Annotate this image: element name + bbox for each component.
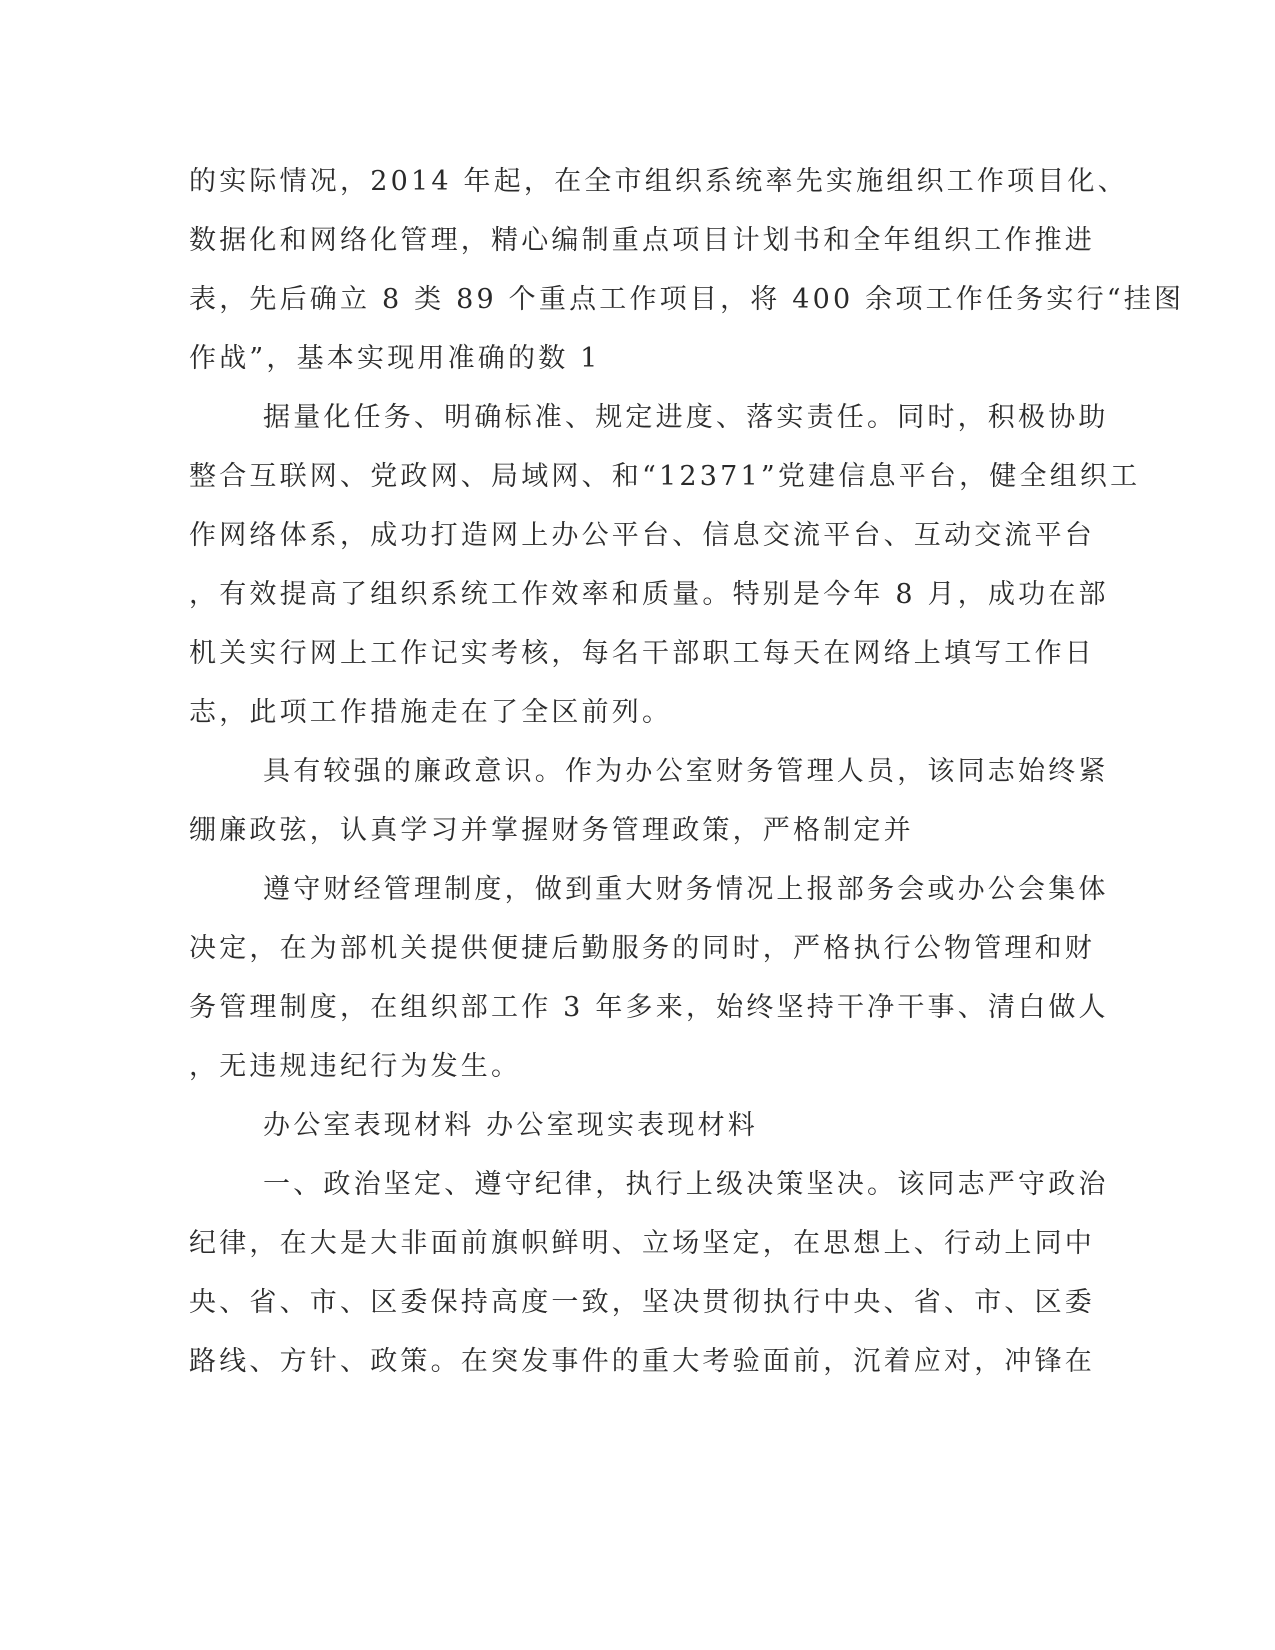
paragraph-line: 决定，在为部机关提供便捷后勤服务的同时，严格执行公物管理和财 bbox=[189, 933, 1095, 964]
paragraph-line: 路线、方针、政策。在突发事件的重大考验面前，沉着应对，冲锋在 bbox=[189, 1346, 1095, 1377]
paragraph-line: 一、政治坚定、遵守纪律，执行上级决策坚决。该同志严守政治 bbox=[263, 1169, 1109, 1200]
paragraph-line: 遵守财经管理制度，做到重大财务情况上报部务会或办公会集体 bbox=[263, 874, 1109, 905]
paragraph-line: 绷廉政弦，认真学习并掌握财务管理政策，严格制定并 bbox=[189, 815, 914, 846]
paragraph-line: ，有效提高了组织系统工作效率和质量。特别是今年 8 月，成功在部 bbox=[189, 579, 1109, 610]
paragraph-line: 机关实行网上工作记实考核，每名干部职工每天在网络上填写工作日 bbox=[189, 638, 1095, 669]
paragraph-line: 的实际情况，2014 年起，在全市组织系统率先实施组织工作项目化、 bbox=[189, 166, 1128, 197]
paragraph-line: 具有较强的廉政意识。作为办公室财务管理人员，该同志始终紧 bbox=[263, 756, 1109, 787]
paragraph-line: 整合互联网、党政网、局域网、和“12371”党建信息平台，健全组织工 bbox=[189, 461, 1141, 492]
paragraph-line: 作网络体系，成功打造网上办公平台、信息交流平台、互动交流平台 bbox=[189, 520, 1095, 551]
paragraph-line: 表，先后确立 8 类 89 个重点工作项目，将 400 余项工作任务实行“挂图 bbox=[189, 284, 1185, 315]
paragraph-line: 志，此项工作措施走在了全区前列。 bbox=[189, 697, 673, 728]
paragraph-line: 纪律，在大是大非面前旗帜鲜明、立场坚定，在思想上、行动上同中 bbox=[189, 1228, 1095, 1259]
paragraph-line: 央、省、市、区委保持高度一致，坚决贯彻执行中央、省、市、区委 bbox=[189, 1287, 1095, 1318]
paragraph-line: 据量化任务、明确标准、规定进度、落实责任。同时，积极协助 bbox=[263, 402, 1109, 433]
section-title: 办公室表现材料 办公室现实表现材料 bbox=[263, 1110, 758, 1141]
paragraph-line: ，无违规违纪行为发生。 bbox=[189, 1051, 522, 1082]
paragraph-line: 务管理制度，在组织部工作 3 年多来，始终坚持干净干事、清白做人 bbox=[189, 992, 1109, 1023]
paragraph-line: 数据化和网络化管理，精心编制重点项目计划书和全年组织工作推进 bbox=[189, 225, 1095, 256]
paragraph-line: 作战”，基本实现用准确的数 1 bbox=[189, 343, 601, 374]
